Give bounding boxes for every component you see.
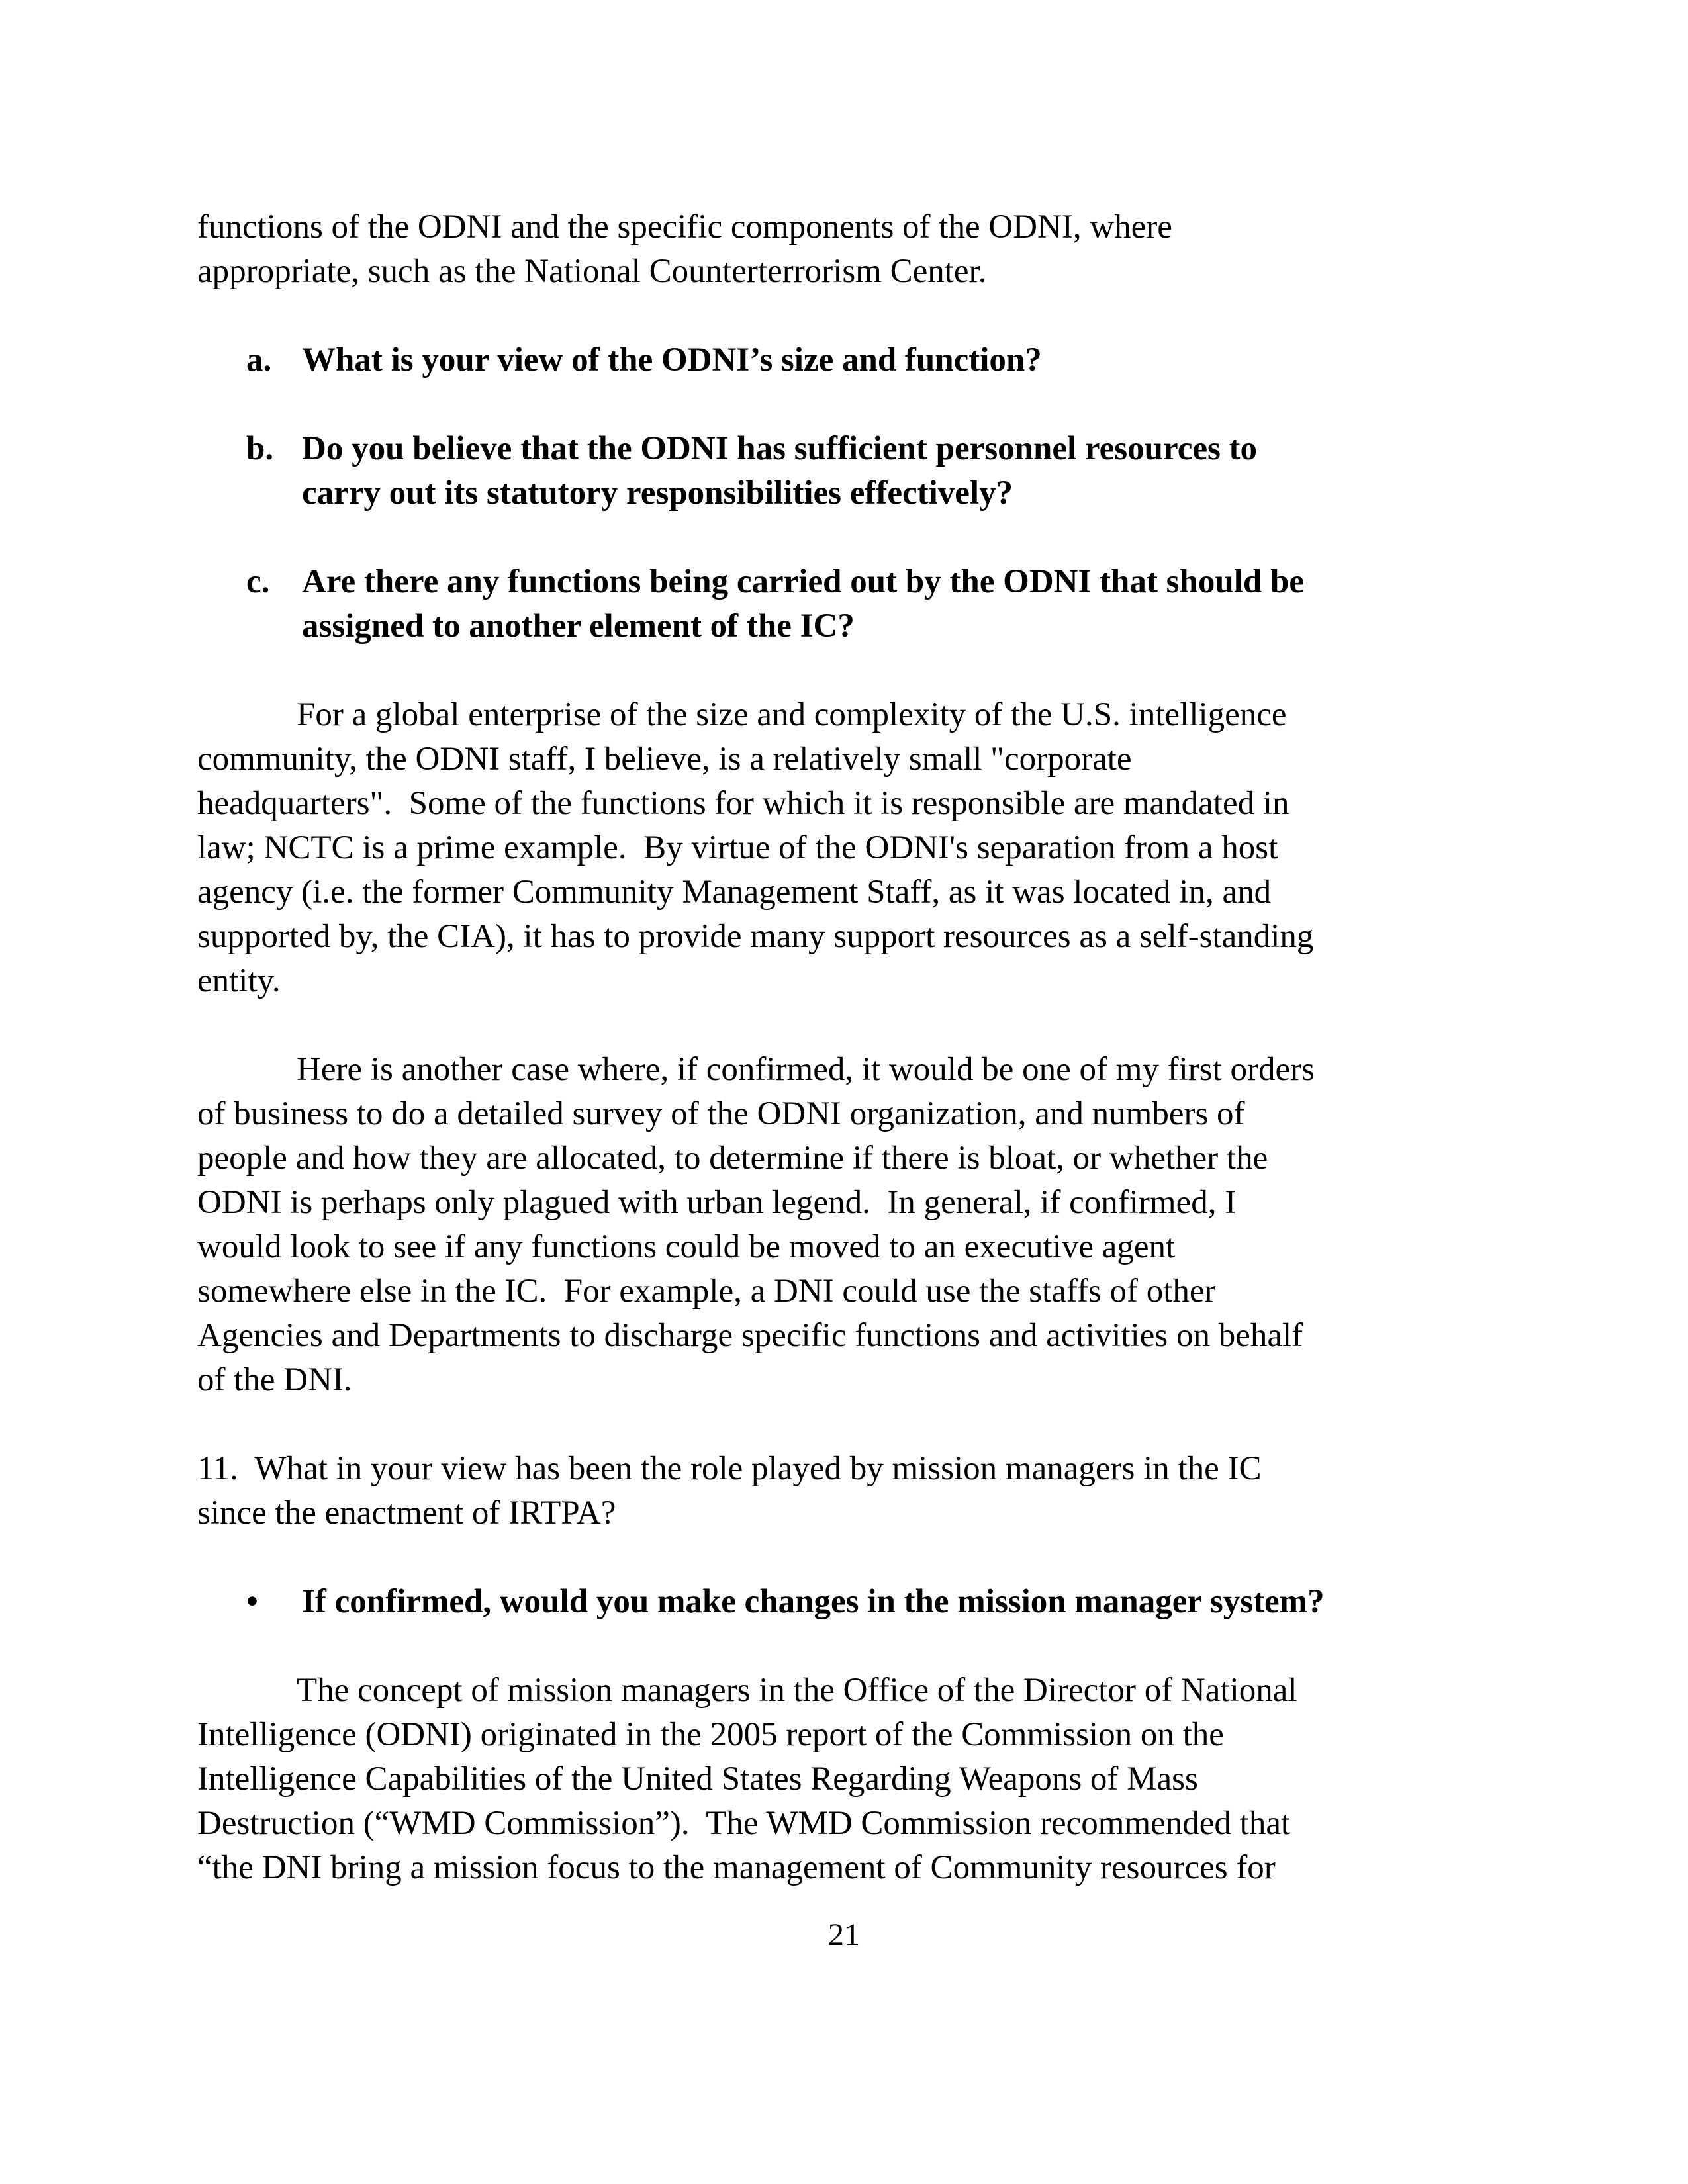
page-number: 21 <box>828 1917 860 1952</box>
list-marker-a: a. <box>246 341 272 379</box>
answer-paragraph-survey: Here is another case where, if confirmed, it would be one of my first orders of business to do a detailed survey of the ODNI organization, and numbers of people and how they are allocated, to determine if there is bloat, or whether the ODNI is perhaps only plagued with urban legend. In general, if confirmed, I would look to see if any functions could be moved to an executive agent somewhere else in the IC. For example, a DNI could use the staffs of other Agencies and Departments to discharge specific functions and activities on behalf of the DNI. <box>197 1051 1315 1398</box>
question-item-b <box>246 427 1536 516</box>
question-item-c <box>246 560 1536 649</box>
list-marker-c: c. <box>246 563 270 600</box>
question-item-a <box>246 338 1536 383</box>
question-item-b-text: Do you believe that the ODNI has sufficient personnel resources to carry out its statutory responsibilities effectively? <box>302 430 1258 512</box>
answer-paragraph-odni-size: For a global enterprise of the size and complexity of the U.S. intelligence community, the ODNI staff, I believe, is a relatively small "corporate headquarters". Some of the functions for which it is responsible are mandated in law; NCTC is a prime example. By virtue of the ODNI's separation from a host agency (i.e. the former Community Management Staff, as it was located in, and supported by, the CIA), it has to provide many support resources as a self-standing entity. <box>197 696 1314 999</box>
bullet-icon: • <box>246 1583 258 1620</box>
bullet-item-mission-manager <box>246 1580 1536 1624</box>
document-body <box>197 205 1536 1934</box>
question-11: 11. What in your view has been the role played by mission managers in the IC since the enactment of IRTPA? <box>197 1450 1262 1531</box>
question-item-c-text: Are there any functions being carried out by the ODNI that should be assigned to another element of the IC? <box>302 563 1305 645</box>
paragraph-continuation: functions of the ODNI and the specific components of the ODNI, where appropriate, such as the National Counterterrorism Center. <box>197 208 1172 290</box>
list-marker-b: b. <box>246 430 274 467</box>
answer-paragraph-mission-managers: The concept of mission managers in the Office of the Director of National Intelligence (ODNI) originated in the 2005 report of the Commission on the Intelligence Capabilities of the United States Regarding Weapons of Mass Destruction (“WMD Commission”). The WMD Commission recommended that “the DNI bring a mission focus to the management of Community resources for <box>197 1672 1297 1886</box>
bullet-item-text: If confirmed, would you make changes in the mission manager system? <box>302 1583 1325 1620</box>
question-item-a-text: What is your view of the ODNI’s size and function? <box>302 341 1042 379</box>
